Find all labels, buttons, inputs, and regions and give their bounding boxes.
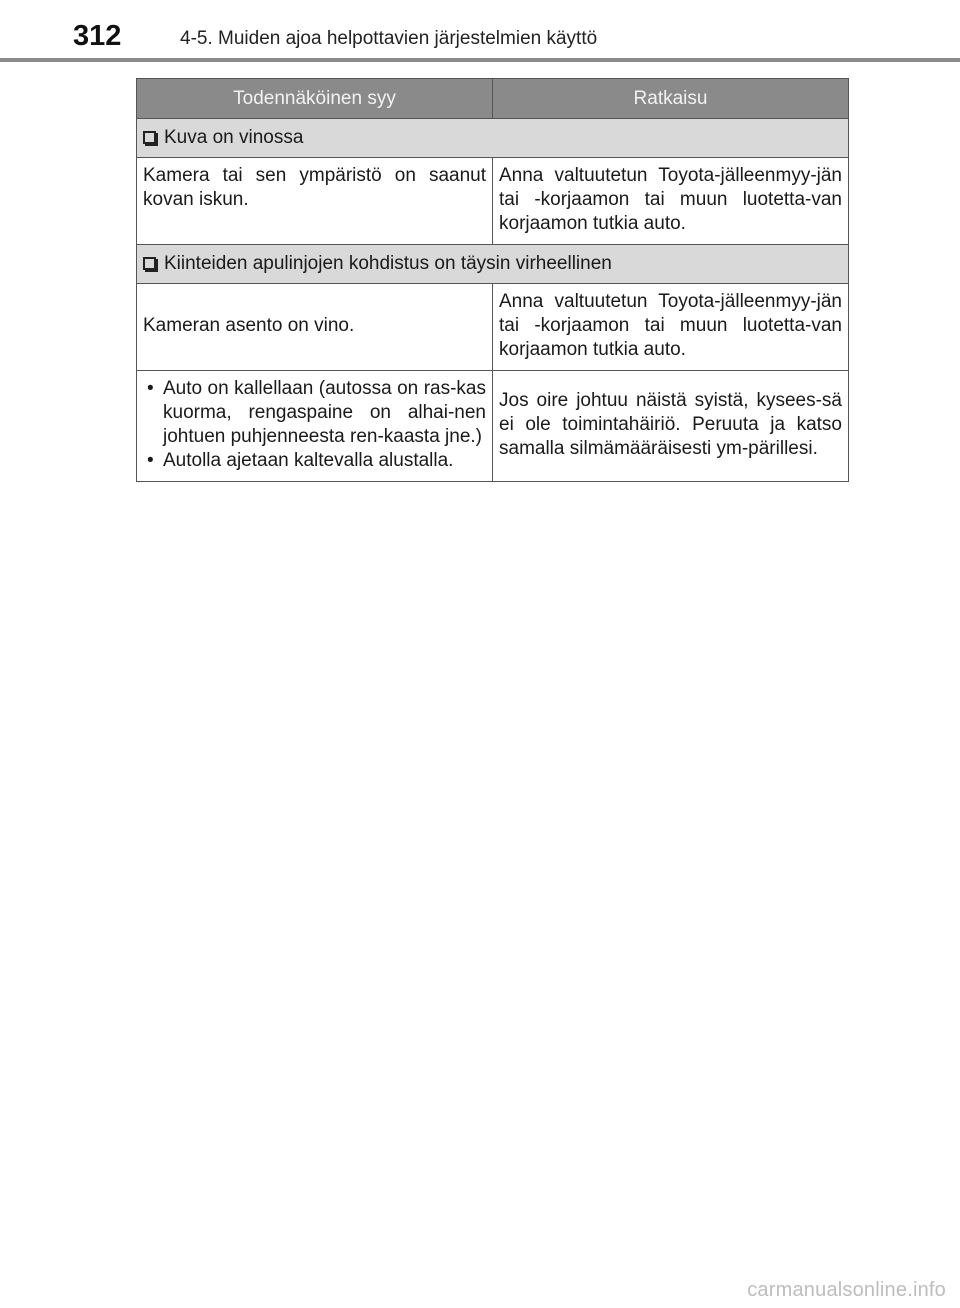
group-title-cell <box>137 119 849 158</box>
list-item-text: Auto on kallellaan (autossa on ras-kas kuorma, rengaspaine on alhai-nen johtuen puhjenneesta ren-kaasta jne.) <box>163 378 486 447</box>
list-item: • Auto on kallellaan (autossa on ras-kas kuorma, rengaspaine on alhai-nen johtuen puhjenneesta ren-kaasta jne.) <box>147 378 486 447</box>
group-title: Kiinteiden apulinjojen kohdistus on täysin virheellinen <box>164 253 612 274</box>
cause-cell <box>137 371 493 482</box>
checkbox-icon <box>143 257 156 270</box>
checkbox-icon <box>143 131 156 144</box>
group-row <box>137 245 849 284</box>
column-header-cause: Todennäköinen syy <box>137 79 493 119</box>
group-row <box>137 119 849 158</box>
table-header-row <box>137 79 849 119</box>
header-divider <box>0 58 960 62</box>
list-item: • Autolla ajetaan kaltevalla alustalla. <box>147 450 454 471</box>
troubleshooting-table <box>136 78 849 482</box>
group-title: Kuva on vinossa <box>164 127 304 148</box>
solution-cell: Anna valtuutetun Toyota-jälleenmyy-jän tai -korjaamon tai muun luotetta-van korjaamon tutkia auto. <box>493 158 849 245</box>
section-title: 4-5. Muiden ajoa helpottavien järjestelmien käyttö <box>180 28 598 49</box>
column-header-solution: Ratkaisu <box>493 79 849 119</box>
list-item-text: Autolla ajetaan kaltevalla alustalla. <box>163 450 454 471</box>
cause-cell: Kamera tai sen ympäristö on saanut kovan iskun. <box>137 158 493 245</box>
group-title-cell <box>137 245 849 284</box>
solution-cell: Anna valtuutetun Toyota-jälleenmyy-jän tai -korjaamon tai muun luotetta-van korjaamon tutkia auto. <box>493 284 849 371</box>
table-row <box>137 371 849 482</box>
watermark-text: carmanualsonline.info <box>747 1279 946 1301</box>
cause-cell: Kameran asento on vino. <box>137 284 493 371</box>
page-number: 312 <box>73 20 122 52</box>
table-row <box>137 158 849 245</box>
page-header <box>0 0 960 62</box>
table-row <box>137 284 849 371</box>
solution-cell: Jos oire johtuu näistä syistä, kysees-sä ei ole toimintahäiriö. Peruuta ja katso samalla silmämääräisesti ym-pärillesi. <box>493 371 849 482</box>
cause-bullet-list <box>143 377 486 473</box>
